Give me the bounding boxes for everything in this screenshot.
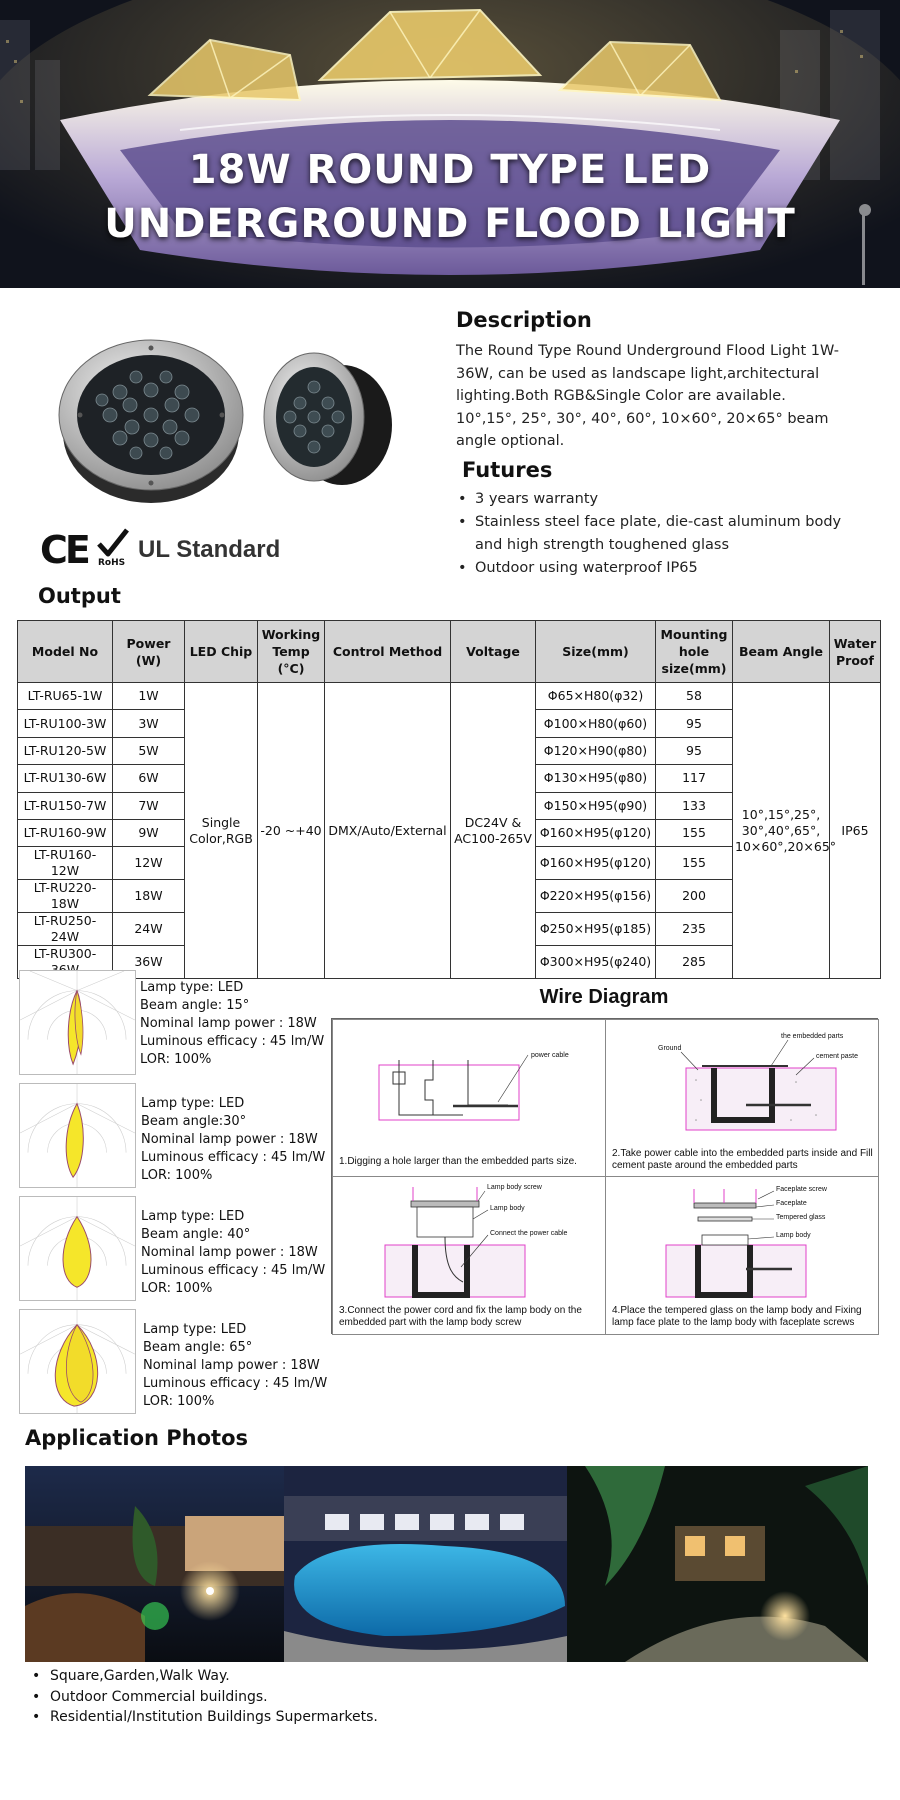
- working-temp-cell: -20 ~+40: [258, 683, 325, 979]
- luminous-efficacy: Luminous efficacy : 45 lm/W: [143, 1376, 328, 1391]
- lamp-power: Nominal lamp power : 18W: [140, 1016, 317, 1031]
- size-cell: Φ150×H95(φ90): [536, 792, 656, 819]
- lamp-power: Nominal lamp power : 18W: [141, 1132, 318, 1147]
- lor: LOR: 100%: [143, 1394, 215, 1409]
- ce-mark: CE: [40, 528, 88, 572]
- lamp-type: Lamp type: LED: [140, 980, 244, 995]
- model-cell: LT-RU300-36W: [18, 946, 113, 979]
- wire-step-3-caption: 3.Connect the power cord and fix the lamp body on the embedded part with the lamp body screw: [339, 1305, 582, 1328]
- column-header: Power (W): [113, 621, 185, 683]
- wire-label: Connect the power cable: [490, 1230, 568, 1237]
- wire-step-1: [332, 1019, 606, 1177]
- column-header: Beam Angle: [733, 621, 830, 683]
- hero-banner: [0, 0, 900, 288]
- luminous-efficacy: Luminous efficacy : 45 lm/W: [140, 1034, 325, 1049]
- wire-step-4-caption: 4.Place the tempered glass on the lamp body and Fixing lamp face plate to the lamp body with faceplate screws: [612, 1305, 862, 1328]
- table-row: [18, 683, 881, 710]
- rohs-mark: [96, 528, 130, 572]
- power-cell: 3W: [113, 710, 185, 737]
- photometry-info-40: [141, 1208, 331, 1298]
- wire-label: Lamp body: [776, 1232, 811, 1239]
- application-list: [32, 1666, 378, 1728]
- wire-step-4: [605, 1176, 879, 1335]
- wire-step-3-drawing: [333, 1177, 605, 1302]
- application-photos: [25, 1466, 868, 1662]
- hero-title-line2: UNDERGROUND FLOOD LIGHT: [104, 201, 796, 247]
- column-header: Control Method: [325, 621, 451, 683]
- power-cell: 24W: [113, 913, 185, 946]
- wire-label: Lamp body: [490, 1205, 525, 1212]
- model-cell: LT-RU160-9W: [18, 819, 113, 846]
- power-cell: 36W: [113, 946, 185, 979]
- power-cell: 6W: [113, 765, 185, 792]
- wire-label: the embedded parts: [781, 1033, 844, 1040]
- wire-diagram-heading: Wire Diagram: [539, 986, 669, 1008]
- hole-cell: 285: [656, 946, 733, 979]
- list-item: • Square,Garden,Walk Way.: [32, 1666, 378, 1687]
- photo-garden: [25, 1466, 284, 1662]
- column-header: Voltage: [451, 621, 536, 683]
- hole-cell: 155: [656, 819, 733, 846]
- led-chip-cell: Single Color,RGB: [185, 683, 258, 979]
- list-item: • Residential/Institution Buildings Supermarkets.: [32, 1707, 378, 1728]
- wire-step-2-drawing: [606, 1020, 878, 1140]
- product-image: [52, 325, 402, 515]
- wire-label: Ground: [658, 1045, 682, 1052]
- spec-table: [17, 620, 881, 979]
- column-header: Size(mm): [536, 621, 656, 683]
- beam-angle-cell: 10°,15°,25°, 30°,40°,65°, 10×60°,20×65°: [733, 683, 830, 979]
- model-cell: LT-RU220-18W: [18, 880, 113, 913]
- size-cell: Φ160×H95(φ120): [536, 819, 656, 846]
- wire-step-4-drawing: [606, 1177, 878, 1302]
- wire-step-2-caption: 2.Take power cable into the embedded parts inside and Fill cement paste around the embedded parts: [612, 1148, 873, 1171]
- description-text: The Round Type Round Underground Flood Light 1W-36W, can be used as landscape light,architectural lighting.Both RGB&Single Color are available. 10°,15°, 25°, 30°, 40°, 60°, 10×60°, 20×65° beam angle optional.: [456, 343, 839, 449]
- model-cell: LT-RU130-6W: [18, 765, 113, 792]
- wire-label: Faceplate: [776, 1200, 807, 1207]
- size-cell: Φ120×H90(φ80): [536, 737, 656, 764]
- wire-label: Faceplate screw: [776, 1186, 827, 1193]
- ul-standard-label: UL Standard: [138, 536, 281, 563]
- photo-walkway: [567, 1466, 868, 1662]
- hole-cell: 95: [656, 710, 733, 737]
- column-header: Mounting hole size(mm): [656, 621, 733, 683]
- column-header: Working Temp (°C): [258, 621, 325, 683]
- lamp-type: Lamp type: LED: [143, 1322, 247, 1337]
- list-item: • 3 years warranty: [458, 488, 858, 511]
- model-cell: LT-RU250-24W: [18, 913, 113, 946]
- hole-cell: 95: [656, 737, 733, 764]
- wire-label: Lamp body screw: [487, 1184, 542, 1191]
- luminous-efficacy: Luminous efficacy : 45 lm/W: [141, 1150, 326, 1165]
- model-cell: LT-RU100-3W: [18, 710, 113, 737]
- table-header-row: [18, 621, 881, 683]
- size-cell: Φ160×H95(φ120): [536, 847, 656, 880]
- model-cell: LT-RU150-7W: [18, 792, 113, 819]
- water-proof-cell: IP65: [830, 683, 881, 979]
- beam-angle: Beam angle: 65°: [143, 1340, 253, 1355]
- size-cell: Φ130×H95(φ80): [536, 765, 656, 792]
- hole-cell: 235: [656, 913, 733, 946]
- photometry-info-30: [141, 1095, 331, 1185]
- output-heading: Output: [38, 584, 121, 608]
- voltage-cell: DC24V & AC100-265V: [451, 683, 536, 979]
- wire-label: Tempered glass: [776, 1214, 826, 1221]
- wire-diagram: [331, 1018, 878, 1334]
- size-cell: Φ220×H95(φ156): [536, 880, 656, 913]
- lor: LOR: 100%: [141, 1281, 213, 1296]
- column-header: Model No: [18, 621, 113, 683]
- lamp-power: Nominal lamp power : 18W: [143, 1358, 320, 1373]
- hero-title-line1: 18W ROUND TYPE LED: [188, 147, 712, 193]
- column-header: LED Chip: [185, 621, 258, 683]
- lor: LOR: 100%: [140, 1052, 212, 1067]
- checkmark-icon: [96, 528, 130, 560]
- luminous-efficacy: Luminous efficacy : 45 lm/W: [141, 1263, 326, 1278]
- hole-cell: 58: [656, 683, 733, 710]
- power-cell: 12W: [113, 847, 185, 880]
- beam-angle: Beam angle: 15°: [140, 998, 250, 1013]
- size-cell: Φ250×H95(φ185): [536, 913, 656, 946]
- list-item: • Stainless steel face plate, die-cast aluminum body and high strength toughened glass: [458, 511, 858, 557]
- lor: LOR: 100%: [141, 1168, 213, 1183]
- hole-cell: 200: [656, 880, 733, 913]
- power-cell: 1W: [113, 683, 185, 710]
- polar-curve-15: [19, 970, 136, 1075]
- power-cell: 5W: [113, 737, 185, 764]
- lamp-power: Nominal lamp power : 18W: [141, 1245, 318, 1260]
- wire-step-1-caption: 1.Digging a hole larger than the embedded parts size.: [339, 1156, 577, 1167]
- lamp-type: Lamp type: LED: [141, 1096, 245, 1111]
- hole-cell: 133: [656, 792, 733, 819]
- power-cell: 18W: [113, 880, 185, 913]
- photometry-info-15: [140, 979, 330, 1069]
- hole-cell: 155: [656, 847, 733, 880]
- hole-cell: 117: [656, 765, 733, 792]
- model-cell: LT-RU65-1W: [18, 683, 113, 710]
- photometry-info-65: [143, 1321, 333, 1411]
- wire-label: cement paste: [816, 1053, 859, 1060]
- list-item: • Outdoor Commercial buildings.: [32, 1687, 378, 1708]
- description-heading: Description: [456, 308, 592, 332]
- certification-logos: [40, 528, 300, 572]
- size-cell: Φ65×H80(φ32): [536, 683, 656, 710]
- rohs-label: RoHS: [98, 558, 126, 568]
- wire-step-3: [332, 1176, 606, 1335]
- list-item: • Outdoor using waterproof IP65: [458, 557, 858, 580]
- column-header: Water Proof: [830, 621, 881, 683]
- power-cell: 7W: [113, 792, 185, 819]
- futures-list: [458, 488, 858, 580]
- photo-pool: [284, 1466, 567, 1662]
- wire-step-1-drawing: [333, 1020, 605, 1130]
- power-cell: 9W: [113, 819, 185, 846]
- wire-step-2: [605, 1019, 879, 1177]
- wire-label: power cable: [531, 1052, 569, 1059]
- polar-curve-30: [19, 1083, 136, 1188]
- model-cell: LT-RU160-12W: [18, 847, 113, 880]
- control-method-cell: DMX/Auto/External: [325, 683, 451, 979]
- size-cell: Φ100×H80(φ60): [536, 710, 656, 737]
- polar-curve-40: [19, 1196, 136, 1301]
- beam-angle: Beam angle: 40°: [141, 1227, 251, 1242]
- lamp-type: Lamp type: LED: [141, 1209, 245, 1224]
- polar-curve-65: [19, 1309, 136, 1414]
- beam-angle: Beam angle:30°: [141, 1114, 247, 1129]
- size-cell: Φ300×H95(φ240): [536, 946, 656, 979]
- model-cell: LT-RU120-5W: [18, 737, 113, 764]
- application-heading: Application Photos: [25, 1426, 248, 1450]
- futures-heading: Futures: [462, 458, 553, 482]
